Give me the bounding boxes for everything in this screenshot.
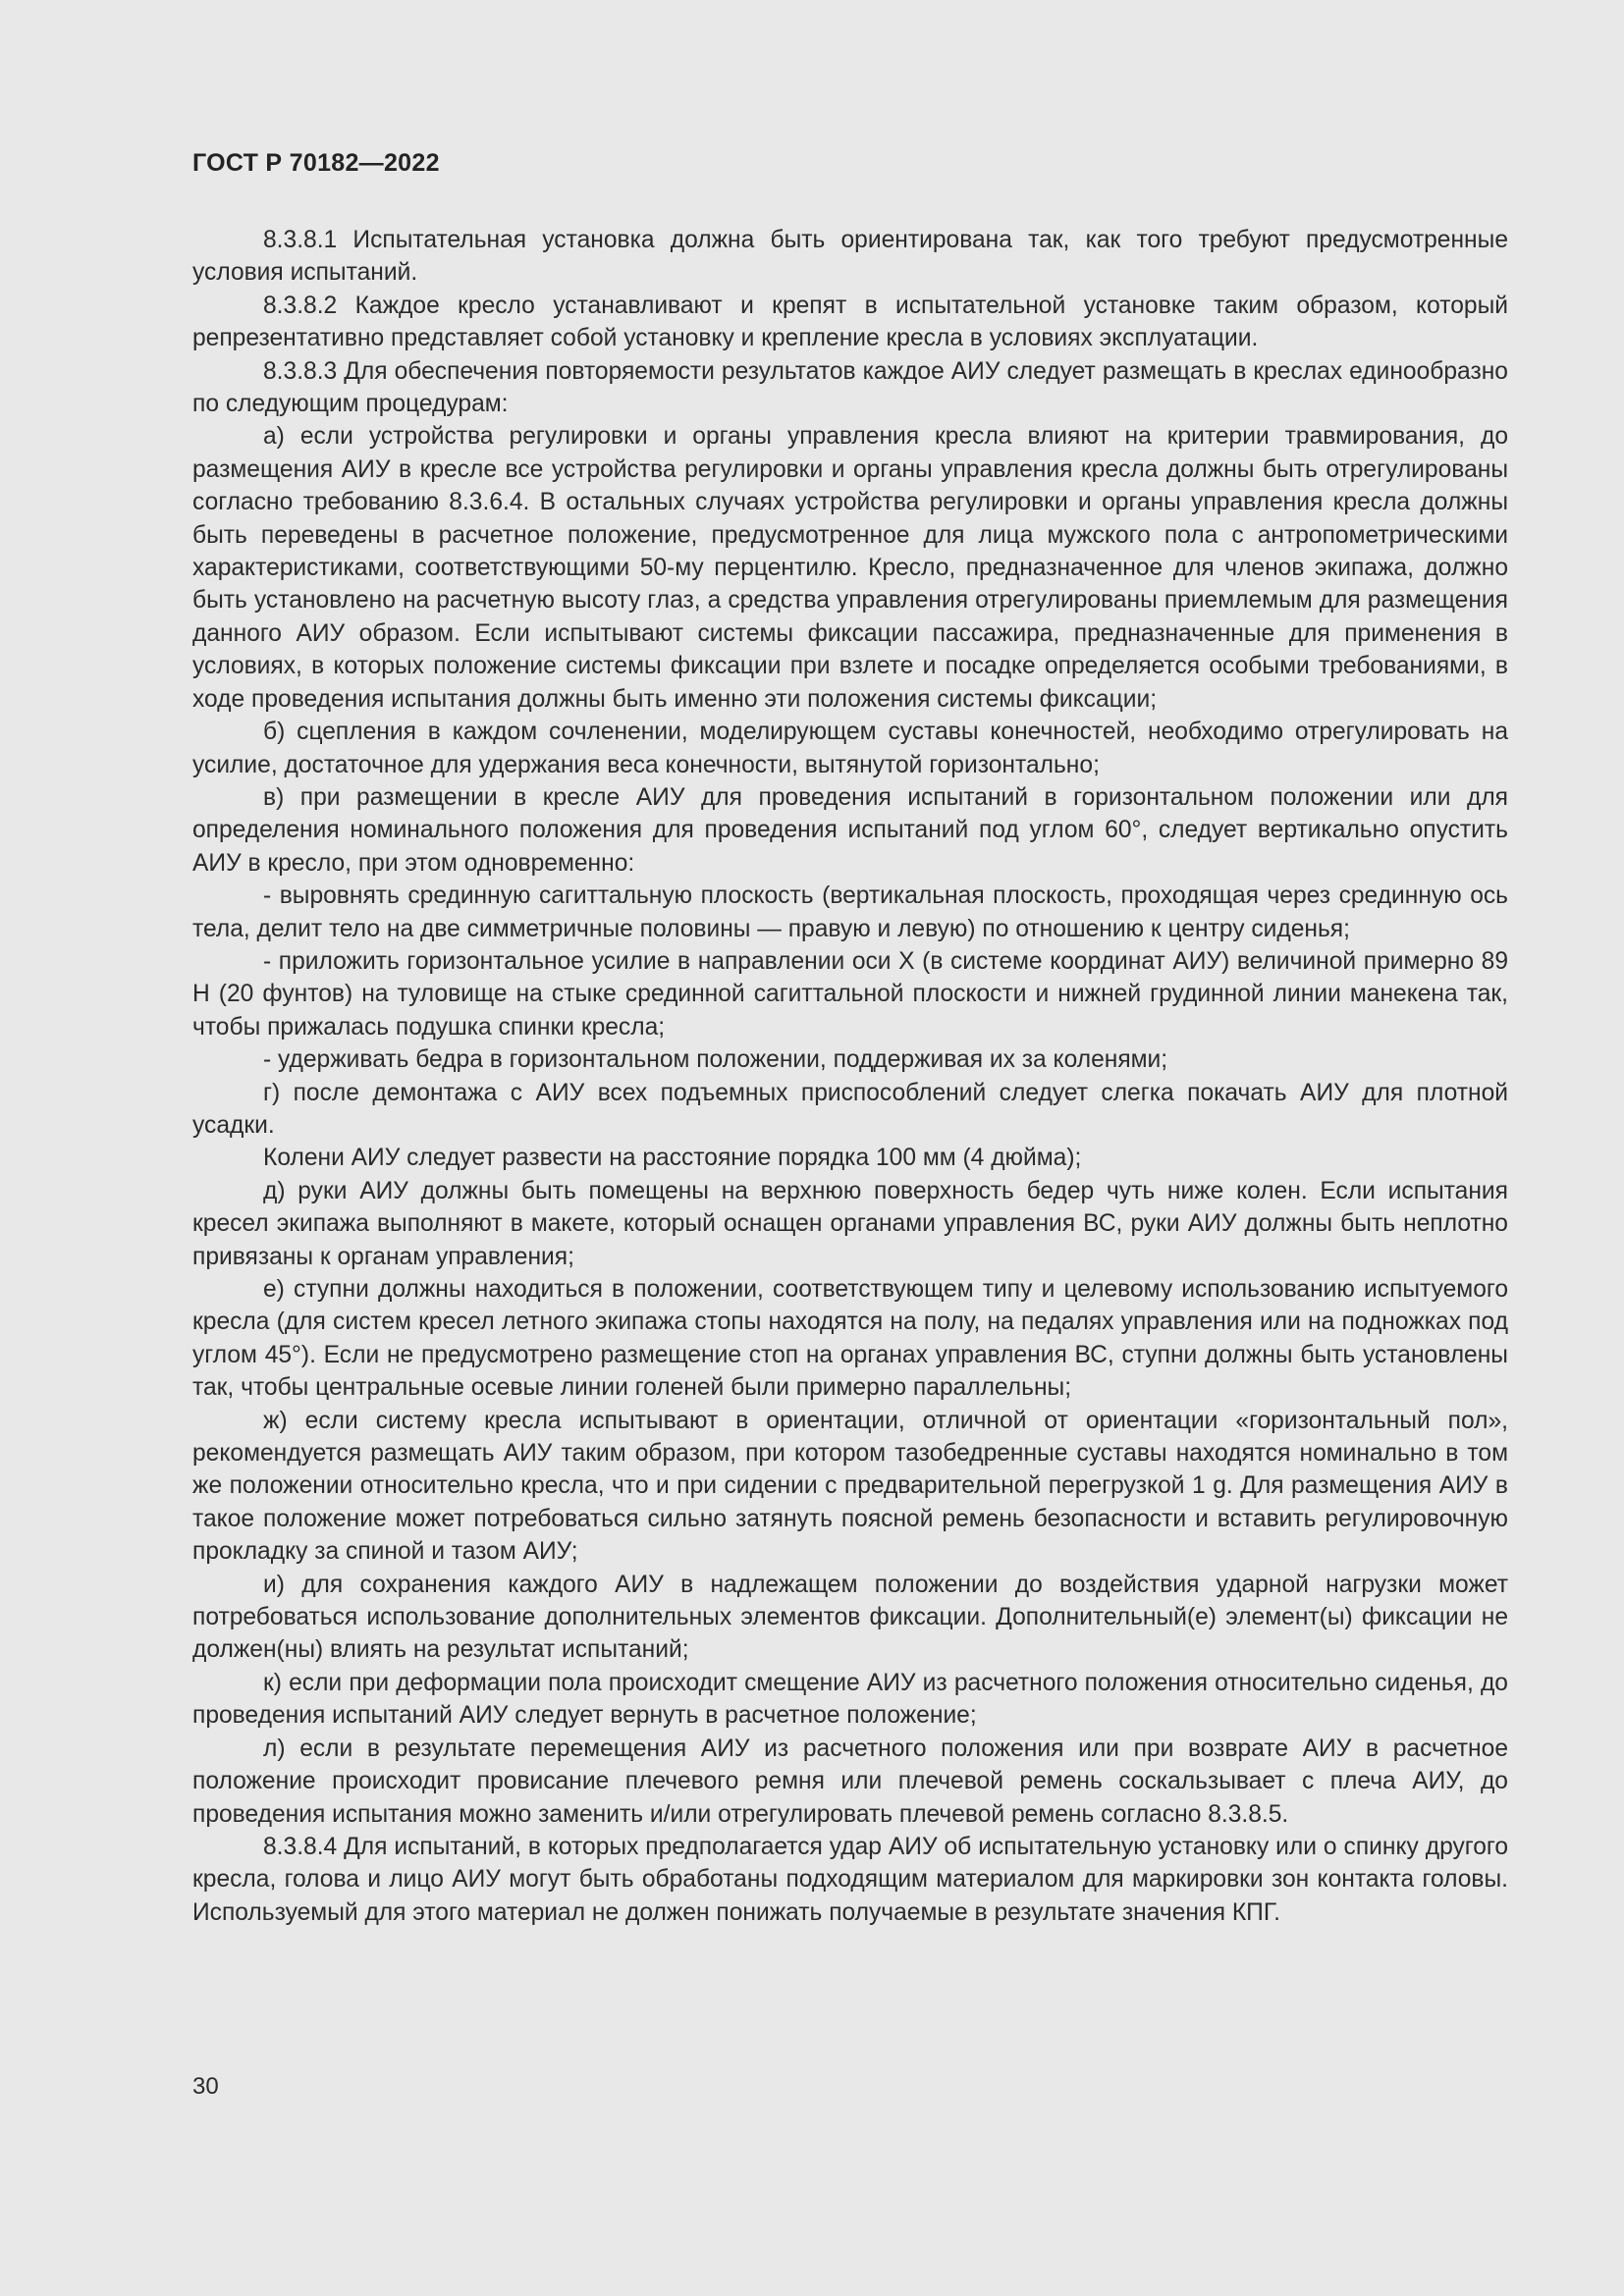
sub-item-align: - выровнять срединную сагиттальную плоскость (вертикальная плоскость, проходящая через срединную ось тела, делит тело на две симметричные половины — правую и левую) по отношению к центру сиденья;	[192, 882, 1508, 942]
document-body	[192, 224, 1508, 1929]
list-item-g: г) после демонтажа с АИУ всех подъемных приспособлений следует слегка покачать АИУ для плотной усадки.	[192, 1079, 1508, 1139]
paragraph-8-3-8-2: 8.3.8.2 Каждое кресло устанавливают и крепят в испытательной установке таким образом, который репрезентативно представляет собой установку и крепление кресла в условиях эксплуатации.	[192, 292, 1508, 352]
paragraph-8-3-8-3: 8.3.8.3 Для обеспечения повторяемости результатов каждое АИУ следует размещать в креслах единообразно по следующим процедурам:	[192, 357, 1508, 418]
paragraph-8-3-8-1: 8.3.8.1 Испытательная установка должна быть ориентирована так, как того требуют предусмотренные условия испытаний.	[192, 227, 1508, 287]
paragraph-8-3-8-4: 8.3.8.4 Для испытаний, в которых предполагается удар АИУ об испытательную установку или о спинку другого кресла, голова и лицо АИУ могут быть обработаны подходящим материалом для маркировки зон контакта головы. Используемый для этого материал не должен понижать получаемые в результате значения КПГ.	[192, 1833, 1508, 1926]
list-item-a: а) если устройства регулировки и органы управления кресла влияют на критерии травмирования, до размещения АИУ в кресле все устройства регулировки и органы управления кресла должны быть отрегулированы согласно требованию 8.3.6.4. В остальных случаях устройства регулировки и органы управления кресла должны быть переведены в расчетное положение, предусмотренное для лица мужского пола с антропометрическими характеристиками, соответствующими 50-му перцентилю. Кресло, предназначенное для членов экипажа, должно быть установлено на расчетную высоту глаз, а средства управления отрегулированы приемлемым для размещения данного АИУ образом. Если испытывают системы фиксации пассажира, предназначенные для применения в условиях, в которых положение системы фиксации при взлете и посадке определяется особыми требованиями, в ходе проведения испытания должны быть именно эти положения системы фиксации;	[192, 423, 1508, 713]
document-header: ГОСТ Р 70182—2022	[192, 149, 440, 177]
paragraph-knees: Колени АИУ следует развести на расстояние порядка 100 мм (4 дюйма);	[263, 1145, 1082, 1172]
page-number: 30	[192, 2073, 219, 2100]
list-item-zh: ж) если систему кресла испытывают в ориентации, отличной от ориентации «горизонтальный пол», рекомендуется размещать АИУ таким образом, при котором тазобедренные суставы находятся номинально в том же положении относительно кресла, что и при сидении с предварительной перегрузкой 1 g. Для размещения АИУ в такое положение может потребоваться сильно затянуть поясной ремень безопасности и вставить регулировочную прокладку за спиной и тазом АИУ;	[192, 1407, 1508, 1566]
list-item-b: б) сцепления в каждом сочленении, моделирующем суставы конечностей, необходимо отрегулировать на усилие, достаточное для удержания веса конечности, вытянутой горизонтально;	[192, 719, 1508, 778]
list-item-d: д) руки АИУ должны быть помещены на верхнюю поверхность бедер чуть ниже колен. Если испытания кресел экипажа выполняют в макете, который оснащен органами управления ВС, руки АИУ должны быть неплотно привязаны к органам управления;	[192, 1177, 1508, 1270]
list-item-e: е) ступни должны находиться в положении, соответствующем типу и целевому использованию испытуемого кресла (для систем кресел летного экипажа стопы находятся на полу, на педалях управления или на подножках под углом 45°). Если не предусмотрено размещение стоп на органах управления ВС, ступни должны быть установлены так, чтобы центральные осевые линии голеней были примерно параллельны;	[192, 1276, 1508, 1402]
list-item-i: и) для сохранения каждого АИУ в надлежащем положении до воздействия ударной нагрузки может потребоваться использование дополнительных элементов фиксации. Дополнительный(е) элемент(ы) фиксации не должен(ны) влиять на результат испытаний;	[192, 1571, 1508, 1664]
sub-item-force: - приложить горизонтальное усилие в направлении оси X (в системе координат АИУ) величиной примерно 89 Н (20 фунтов) на туловище на стыке срединной сагиттальной плоскости и нижней грудинной линии манекена так, чтобы прижалась подушка спинки кресла;	[192, 947, 1508, 1041]
list-item-l: л) если в результате перемещения АИУ из расчетного положения или при возврате АИУ в расчетное положение происходит провисание плечевого ремня или плечевой ремень соскальзывает с плеча АИУ, до проведения испытания можно заменить и/или отрегулировать плечевой ремень согласно 8.3.8.5.	[192, 1735, 1508, 1828]
list-item-k: к) если при деформации пола происходит смещение АИУ из расчетного положения относительно сиденья, до проведения испытаний АИУ следует вернуть в расчетное положение;	[192, 1669, 1508, 1730]
list-item-v: в) при размещении в кресле АИУ для проведения испытаний в горизонтальном положении или для определения номинального положения для проведения испытаний под углом 60°, следует вертикально опустить АИУ в кресло, при этом одновременно:	[192, 783, 1508, 877]
sub-item-hips: - удерживать бедра в горизонтальном положении, поддерживая их за коленями;	[263, 1046, 1168, 1074]
